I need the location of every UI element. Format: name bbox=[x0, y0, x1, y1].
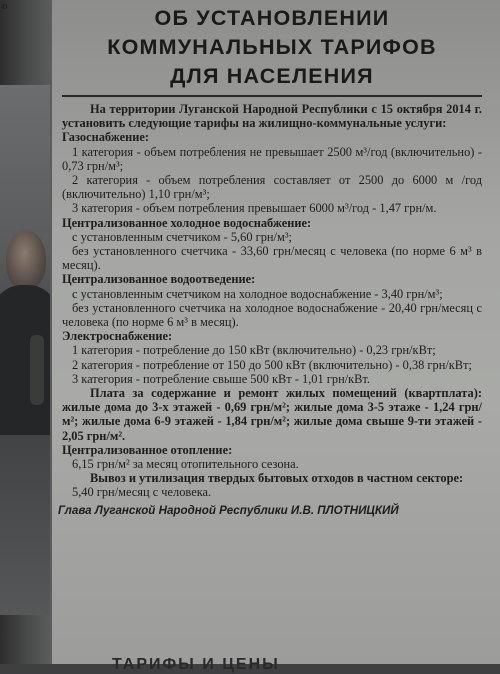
electricity-category-2: 2 категория - потребление от 150 до 500 кВт (включительно) - 0,38 грн/кВт; bbox=[72, 357, 472, 372]
intro-paragraph: На территории Луганской Народной Республики с 15 октября 2014 г. установить следующие тарифы на жилищно-коммунальные услуги: bbox=[62, 102, 482, 131]
waste-value: 5,40 грн/месяц с человека. bbox=[72, 485, 212, 500]
electricity-title: Электроснабжение: bbox=[62, 329, 173, 344]
article-column bbox=[58, 0, 482, 518]
heading-line-2: КОММУНАЛЬНЫХ ТАРИФОВ bbox=[107, 35, 437, 59]
drainage-with-meter: с установленным счетчиком на холодное водоснабжение - 3,40 грн/м³; bbox=[72, 286, 443, 301]
housing-paragraph: Плата за содержание и ремонт жилых помещений (квартплата): жилые дома до 3-х этажей - 0,69 грн/м²; жилые дома 3-5 этаже - 1,24 грн/м²; жилые дома 6-9 этажей - 1,84 грн/м²; жилые дома свыше 9-ти этажей - 2,05 грн/м². bbox=[62, 386, 482, 443]
electricity-category-1: 1 категория - потребление до 150 кВт (включительно) - 0,23 грн/кВт; bbox=[72, 343, 436, 358]
heating-title: Централизованное отопление: bbox=[62, 442, 233, 457]
heading-line-1: ОБ УСТАНОВЛЕНИИ bbox=[154, 6, 390, 30]
signature-line: Глава Луганской Народной Республики И.В. ПЛОТНИЦКИЙ bbox=[58, 503, 399, 517]
gas-title: Газоснабжение: bbox=[62, 130, 150, 145]
electricity-category-3: 3 категория - потребление свыше 500 кВт - 1,01 грн/кВт. bbox=[72, 371, 371, 386]
heading-line-3: ДЛЯ НАСЕЛЕНИЯ bbox=[170, 64, 374, 88]
speaker-head bbox=[6, 230, 46, 290]
waste-title: Вывоз и утилизация твердых бытовых отходов в частном секторе: bbox=[90, 471, 464, 486]
article-heading bbox=[62, 4, 482, 91]
drainage-without-meter: без установленного счетчика на холодное водоснабжение - 20,40 грн/месяц с человека (по норме 6 м³ в месяц). bbox=[62, 300, 482, 330]
next-heading-fragment: ТАРИФЫ И ЦЕНЫ bbox=[112, 656, 280, 673]
adjacent-column-fragment: о bbox=[2, 0, 8, 12]
drainage-title: Централизованное водоотведение: bbox=[62, 272, 256, 287]
heating-value: 6,15 грн/м² за месяц отопительного сезона. bbox=[72, 457, 299, 472]
adjacent-column-strip bbox=[0, 0, 52, 664]
gas-category-2: 2 категория - объем потребления составляет от 2500 до 6000 м /год (включительно) 1,10 грн/м³; bbox=[62, 173, 482, 202]
article-body bbox=[58, 102, 482, 518]
speaker-photo bbox=[0, 85, 50, 615]
gas-category-1: 1 категория - объем потребления не превышает 2500 м³/год (включительно) - 0,73 грн/м³; bbox=[62, 144, 482, 173]
microphone bbox=[30, 335, 44, 405]
cold-water-without-meter: без установленного счетчика - 33,60 грн/месяц с человека (по норме 6 м³ в месяц). bbox=[62, 244, 482, 273]
newspaper-page bbox=[52, 0, 500, 673]
cold-water-with-meter: с установленным счетчиком - 5,60 грн/м³; bbox=[72, 229, 292, 244]
heading-rule bbox=[62, 95, 482, 97]
gas-category-3: 3 категория - объем потребления превышает 6000 м³/год - 1,47 грн/м. bbox=[72, 201, 437, 216]
cold-water-title: Централизованное холодное водоснабжение: bbox=[62, 215, 312, 230]
